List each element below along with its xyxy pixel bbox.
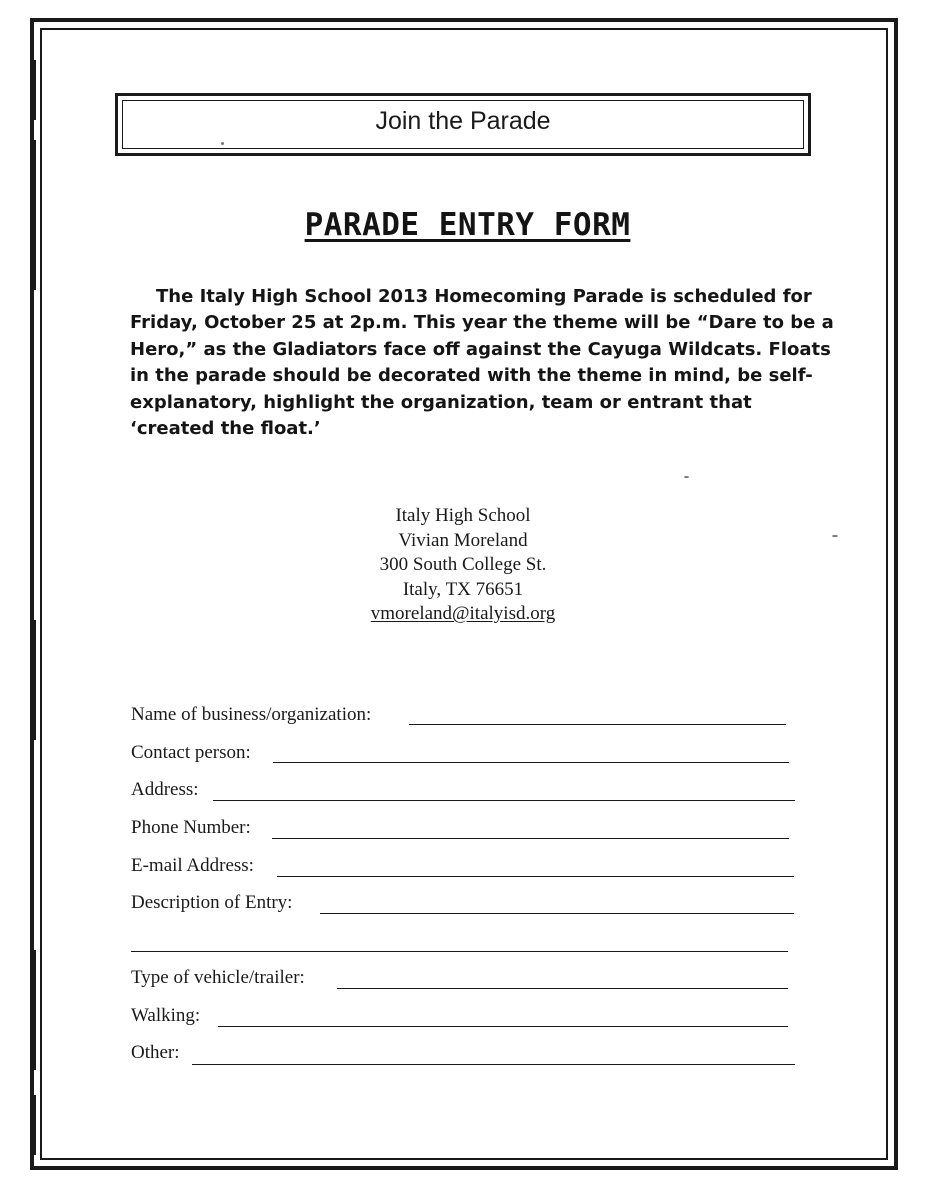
email-label: E-mail Address: — [131, 855, 254, 876]
contact-street: 300 South College St. — [379, 554, 547, 575]
description-field[interactable] — [320, 913, 794, 914]
border-tick — [33, 620, 36, 740]
contact-email: vmoreland@italyisd.org — [370, 603, 556, 624]
scan-speck — [684, 476, 689, 478]
description-label: Description of Entry: — [131, 892, 293, 913]
contact-name: Vivian Moreland — [398, 529, 528, 551]
other-label: Other: — [131, 1042, 180, 1063]
contact-person-field[interactable] — [273, 762, 789, 763]
contact-person-label: Contact person: — [131, 742, 251, 763]
vehicle-label: Type of vehicle/trailer: — [131, 967, 305, 988]
walking-field[interactable] — [218, 1026, 788, 1027]
walking-label: Walking: — [131, 1005, 201, 1026]
other-field[interactable] — [192, 1064, 795, 1065]
banner-inner-frame — [122, 100, 804, 149]
description-field-line-2[interactable] — [131, 951, 788, 952]
banner-box — [115, 93, 811, 156]
border-tick — [33, 950, 36, 1070]
business-label: Name of business/organization: — [131, 704, 372, 725]
contact-block — [263, 504, 663, 627]
contact-school: Italy High School — [395, 505, 531, 526]
scan-speck — [221, 142, 224, 145]
intro-paragraph: The Italy High School 2013 Homecoming Parade is scheduled for Friday, October 25 at 2p.m. This year the theme will be “Dare to be a Hero,” as the Gladiators face off against the Cayuga Wildcats. Floats in the parade should be decorated with the theme in mind, be self-explanatory, highlight the organization, team or entrant that ‘created the float.’ — [130, 286, 834, 440]
scan-speck — [832, 535, 838, 537]
border-tick — [33, 60, 36, 120]
phone-label: Phone Number: — [131, 817, 251, 838]
email-field[interactable] — [277, 876, 794, 877]
banner-title: Join the Parade — [375, 107, 551, 135]
contact-city: Italy, TX 76651 — [402, 578, 524, 600]
address-field[interactable] — [213, 800, 795, 801]
address-label: Address: — [131, 779, 199, 800]
border-tick — [33, 1095, 36, 1155]
phone-field[interactable] — [272, 838, 789, 839]
business-field[interactable] — [409, 724, 786, 725]
vehicle-field[interactable] — [337, 988, 788, 989]
form-title: PARADE ENTRY FORM — [304, 207, 631, 243]
